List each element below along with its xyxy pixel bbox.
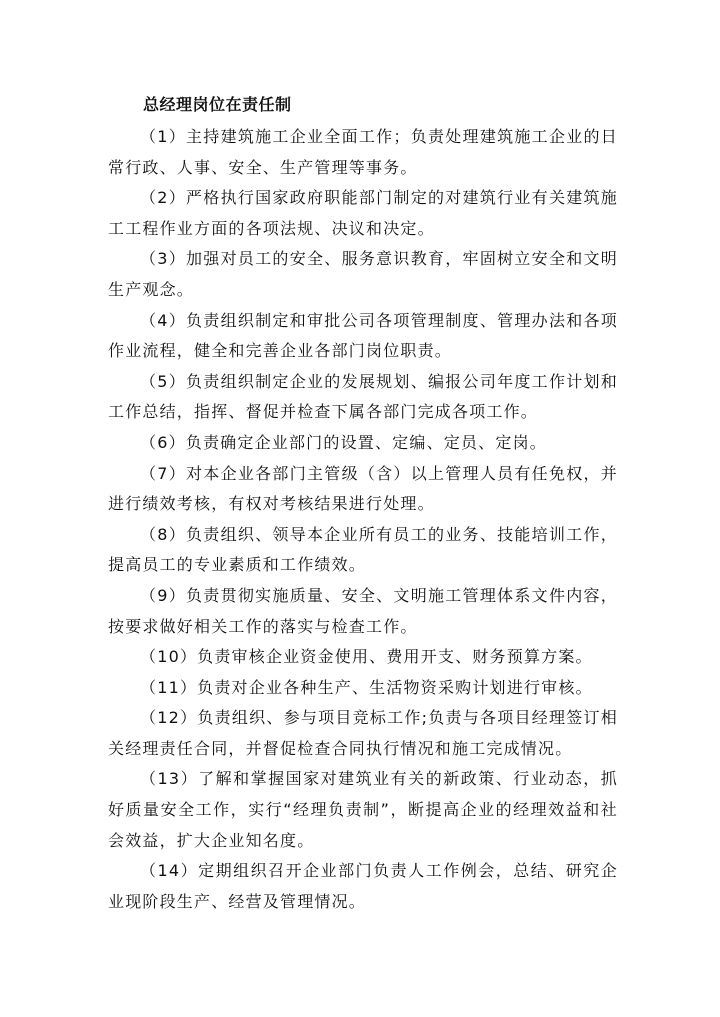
paragraph-8: （8）负责组织、领导本企业所有员工的业务、技能培训工作，提高员工的专业素质和工作绩效。 bbox=[108, 524, 618, 575]
paragraph-7: （7）对本企业各部门主管级（含）以上管理人员有任免权，并进行绩效考核，有权对考核结果进行处理。 bbox=[108, 463, 618, 514]
paragraph-11: （11）负责对企业各种生产、生活物资采购计划进行审核。 bbox=[140, 677, 593, 697]
paragraph-14: （14）定期组织召开企业部门负责人工作例会，总结、研究企业现阶段生产、经营及管理情况。 bbox=[108, 861, 618, 911]
paragraph-12: （12）负责组织、参与项目竞标工作;负责与各项目经理签订相关经理责任合同，并督促检查合同执行情况和施工完成情况。 bbox=[108, 708, 618, 758]
paragraph-6: （6）负责确定企业部门的设置、定编、定员、定岗。 bbox=[140, 432, 547, 452]
paragraph-4: （4）负责组织制定和审批公司各项管理制度、管理办法和各项作业流程，健全和完善企业各部门岗位职责。 bbox=[108, 310, 618, 361]
paragraph-9: （9）负责贯彻实施质量、安全、文明施工管理体系文件内容，按要求做好相关工作的落实与检查工作。 bbox=[108, 585, 618, 636]
paragraph-13: （13）了解和掌握国家对建筑业有关的新政策、行业动态，抓好质量安全工作，实行“经理负责制”，断提高企业的经理效益和社会效益，扩大企业知名度。 bbox=[108, 769, 618, 850]
paragraph-3: （3）加强对员工的安全、服务意识教育，牢固树立安全和文明生产观念。 bbox=[108, 249, 618, 299]
document-title: 总经理岗位在责任制 bbox=[143, 95, 292, 114]
document-body bbox=[108, 122, 618, 917]
paragraph-1: （1）主持建筑施工企业全面工作；负责处理建筑施工企业的日常行政、人事、安全、生产管理等事务。 bbox=[108, 127, 618, 177]
paragraph-2: （2）严格执行国家政府职能部门制定的对建筑行业有关建筑施工工程作业方面的各项法规、决议和决定。 bbox=[108, 188, 618, 238]
paragraph-10: （10）负责审核企业资金使用、费用开支、财务预算方案。 bbox=[140, 647, 593, 667]
paragraph-5: （5）负责组织制定企业的发展规划、编报公司年度工作计划和工作总结，指挥、督促并检查下属各部门完成各项工作。 bbox=[108, 371, 618, 422]
